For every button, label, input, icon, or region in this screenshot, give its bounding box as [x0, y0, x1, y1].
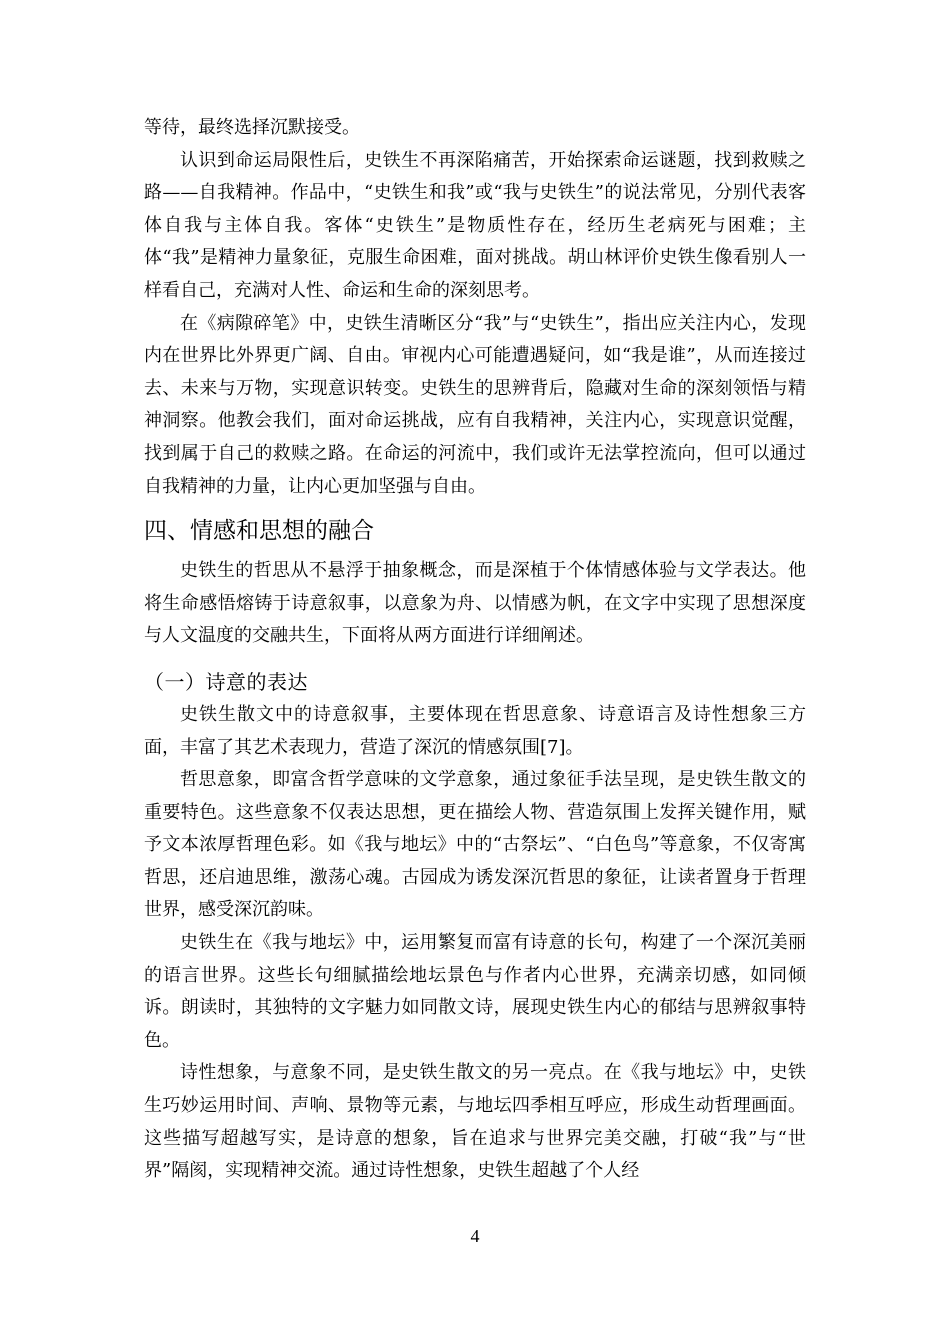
page-number: 4: [470, 1226, 480, 1246]
paragraph-philosophical-imagery: 哲思意象，即富含哲学意味的文学意象，通过象征手法呈现，是史铁生散文的重要特色。这些意象不仅表达思想，更在描绘人物、营造氛围上发挥关键作用，赋予文本浓厚哲理色彩。如《我与地坛》中的“古祭坛”、“白色鸟”等意象，不仅寄寓哲思，还启迪思维，激荡心魂。古园成为诱发深沉哲思的象征，让读者置身于哲理世界，感受深沉韵味。: [144, 769, 806, 921]
paragraph-continuation: 等待，最终选择沉默接受。: [144, 117, 360, 138]
paragraph-poetic-imagination: 诗性想象，与意象不同，是史铁生散文的另一亮点。在《我与地坛》中，史铁生巧妙运用时间、声响、景物等元素，与地坛四季相互呼应，形成生动哲理画面。这些描写超越写实，是诗意的想象，旨在追求与世界完美交融，打破“我”与“世界”隔阂，实现精神交流。通过诗性想象，史铁生超越了个人经: [144, 1062, 806, 1182]
paragraph-bingxi-suibi: 在《病隙碎笔》中，史铁生清晰区分“我”与“史铁生”，指出应关注内心，发现内在世界比外界更广阔、自由。审视内心可能遭遇疑问，如“我是谁”，从而连接过去、未来与万物，实现意识转变。史铁生的思辨背后，隐藏对生命的深刻领悟与精神洞察。他教会我们，面对命运挑战，应有自我精神，关注内心，实现意识觉醒，找到属于自己的救赎之路。在命运的河流中，我们或许无法掌控流向，但可以通过自我精神的力量，让内心更加坚强与自由。: [144, 312, 806, 497]
subsection-heading: （一）诗意的表达: [144, 669, 308, 694]
paragraph-self-spirit: 认识到命运局限性后，史铁生不再深陷痛苦，开始探索命运谜题，找到救赎之路——自我精神。作品中，“史铁生和我”或“我与史铁生”的说法常见，分别代表客体自我与主体自我。客体“史铁生”是物质性存在，经历生老病死与困难；主体“我”是精神力量象征，克服生命困难，面对挑战。胡山林评价史铁生像看别人一样看自己，充满对人性、命运和生命的深刻思考。: [144, 149, 806, 301]
section-intro-paragraph: 史铁生的哲思从不悬浮于抽象概念，而是深植于个体情感体验与文学表达。他将生命感悟熔铸于诗意叙事，以意象为舟、以情感为帆，在文字中实现了思想深度与人文温度的交融共生，下面将从两方面进行详细阐述。: [144, 560, 806, 647]
paragraph-poetic-narrative: 史铁生散文中的诗意叙事，主要体现在哲思意象、诗意语言及诗性想象三方面，丰富了其艺术表现力，营造了深沉的情感氛围[7]。: [144, 703, 806, 758]
section-heading: 四、情感和思想的融合: [144, 518, 374, 545]
paragraph-poetic-language: 史铁生在《我与地坛》中，运用繁复而富有诗意的长句，构建了一个深沉美丽的语言世界。这些长句细腻描绘地坛景色与作者内心世界，充满亲切感，如同倾诉。朗读时，其独特的文字魅力如同散文诗，展现史铁生内心的郁结与思辨叙事特色。: [144, 932, 806, 1051]
document-body: [144, 112, 806, 1188]
